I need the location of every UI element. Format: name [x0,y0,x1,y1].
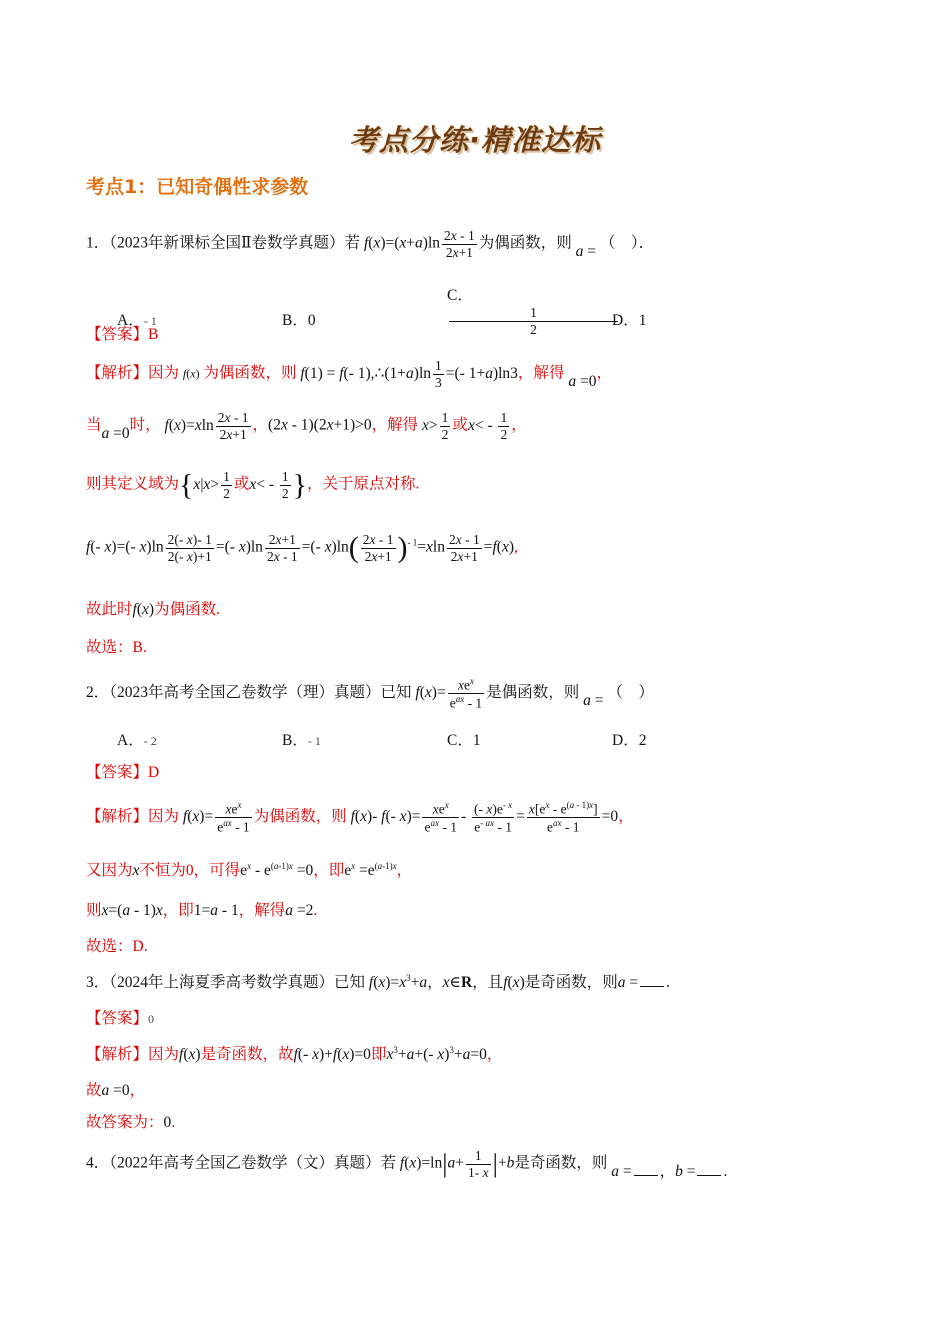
analysis-3-line-3: 故答案为：0. [86,1114,176,1131]
analysis-1-line-1: 【解析】因为 f(x) 为偶函数，则 f(1) = f(- 1),∴(1+a)ln $\frac{1}{3}$ =(- 1+a)ln3，解得 a =0， [86,358,612,390]
question-1: 1．（2023年新课标全国Ⅱ卷数学真题）若 f(x)=(x+a)ln $\frac{2x - 1}{2x+1}$ 为偶函数，则 a = （ ）． [86,228,655,260]
analysis-1-line-5: 故此时f(x)为偶函数. [86,601,220,618]
analysis-2-line-1: 【解析】因为 f(x)= $\frac{xe^x}{e^{ax} - 1}$ 为偶函数，则 f(x)- f(- x)= $\frac{xe^x}{e^{ax} - 1}$ - $\frac{(- x)e^{- x}}{e^{- ax} - 1}$ = $\frac{x[e^x - e^{(a - 1)x}]}{e^{ax} - 1}$ =0， [86,800,634,835]
analysis-1-line-3: 则其定义域为{x|x> $\frac{1}{2}$ 或x< - $\frac{1}{2}$ }，关于原点对称. [86,468,420,501]
answer-1: 【答案】B [86,326,159,343]
question-2-options [117,728,857,750]
analysis-3-line-1: 【解析】因为f(x)是奇函数，故f(- x)+f(x)=0即$x^3+a+(-$ x)$^3$+a=0， [86,1044,503,1063]
analysis-2-line-3: 则x=(a - 1)x，即1=a - 1，解得a =2. [86,902,318,919]
option-b: B．- 1 [282,732,321,749]
banner-title: 考点分练·精准达标 [348,123,602,157]
analysis-1-line-6: 故选：B. [86,639,147,656]
option-c: C．1 [447,732,481,749]
analysis-1-line-4: f(- x)=(- x)ln $\frac{2(- x)- 1}{2(- x)+1}$ =(- x)ln $\frac{2x+1}{2x - 1}$ =(- x)ln( $\frac{2x - 1}{2x+1}$ )$^{- 1}$=xln $\frac{2x - 1}{2x+1}$ =f(x), [86,531,518,564]
option-d: D．1 [612,311,647,329]
analysis-2-line-2: 又因为x不恒为0，可得$e^x - e^{(a-1)x} =0$，即$e^x =e^{(a-1)x}$， [86,860,413,879]
question-1-options [117,283,857,337]
answer-2: 【答案】D [86,764,160,781]
option-a: A．- 1 [117,311,157,329]
analysis-2-line-4: 故选：D. [86,938,148,955]
question-2: 2．（2023年高考全国乙卷数学（理）真题）已知 f(x)= $\frac{xe^x}{e^{ax} - 1}$ 是偶函数，则 a = （ ） [86,676,654,711]
section-heading: 考点1：已知奇偶性求参数 [86,176,309,198]
analysis-1-line-2: 当a =0时， f(x)=xln $\frac{2x - 1}{2x+1}$ ，(2x - 1)(2x+1)>0，解得 x> $\frac{1}{2}$ 或x< - $\frac{1}{2}$ ， [86,410,527,442]
question-4: 4．（2022年高考全国乙卷数学（文）真题）若 f(x)=ln|a+ $\frac{1}{1- x}$ |+b是奇函数，则 a = ，b = . [86,1148,728,1180]
analysis-3-line-2: 故a =0， [86,1082,146,1099]
option-a: A．- 2 [117,732,157,749]
option-d: D．2 [612,732,647,749]
question-3: 3．（2024年上海夏季高考数学真题）已知 $f(x)=x^3+a$，x∈R，且f(x)是奇函数，则a = . [86,972,670,991]
answer-3: 【答案】0 [86,1010,155,1027]
option-c: C． $\frac{1}{2}$ [447,283,612,337]
option-b: B．0 [282,311,316,329]
